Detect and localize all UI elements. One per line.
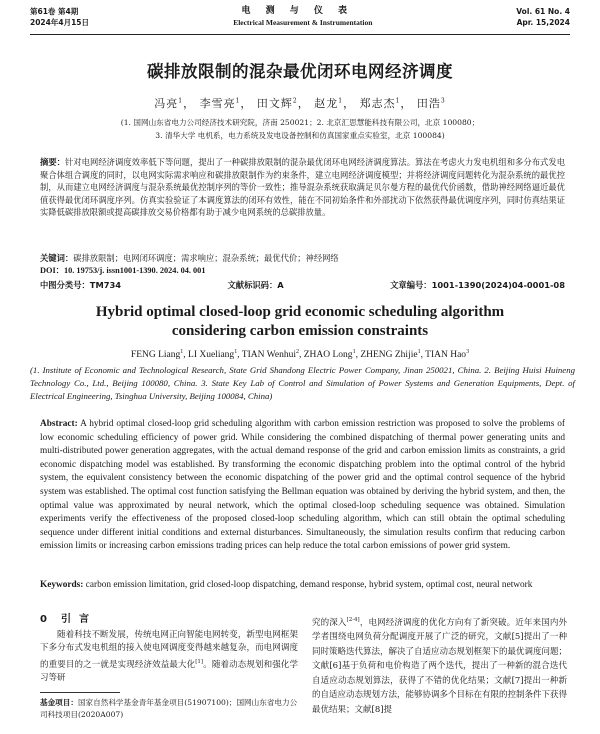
body-column-right: 究的深入[2-4]，电网经济调度的优化方向有了新突破。近年来国内外学者围绕电网负荷分配调度开展了广泛的研究，文献[5]提出了一种同时策略迭代算法，解决了自适应动态规划框架下的最优调度问题；文献[6]基于负荷和电价构造了两个迭代，提出了一种新的混合迭代自适应动态规划算法，获得了不错的优化结果；文献[7]提出一种新的自适应动态规划方法，能够协调多个目标在有限的控制条件下获得最优结果；文献[8]提 xyxy=(312,617,568,715)
authors-cn: 冯亮$^1$， 李雪亮$^1$， 田文辉$^2$， 赵龙$^1$， 郑志杰$^1$， 田浩$^3$ xyxy=(154,97,446,110)
abstract-cn xyxy=(40,156,565,219)
doi: DOI：10. 19753/j. issn1001-1390. 2024. 04. 001 xyxy=(40,266,206,275)
author-en: LI Xueliang xyxy=(188,350,235,361)
document-code: 文献标识码：A xyxy=(227,280,284,290)
classification-row xyxy=(40,279,565,291)
paper-title-en xyxy=(0,303,600,341)
authors-en: FENG Liang$^1$, LI Xueliang$^1$, TIAN Wenhui$^2$, ZHAO Long$^1$, ZHENG Zhijie$^1$, TIAN Hao$^3$ xyxy=(130,349,470,361)
keywords-cn xyxy=(40,252,565,264)
section-number: 0 xyxy=(40,614,47,625)
title-en-line: considering carbon emission constraints xyxy=(171,323,429,339)
keywords-en-text: carbon emission limitation, grid closed-loop dispatching, demand response, hybrid system, optimal cost, neural network xyxy=(83,580,533,590)
keywords-cn-label: 关键词： xyxy=(40,253,74,263)
author-en: FENG Liang xyxy=(130,350,181,361)
affiliation-line: 3. 清华大学 电机系，电力系统及发电设备控制和仿真国家重点实验室，北京 100084) xyxy=(155,131,445,140)
author-cn: 郑志杰 xyxy=(359,97,396,110)
author-en: TIAN Wenhui xyxy=(241,350,296,361)
author-cn: 李雪亮 xyxy=(199,97,236,110)
keywords-en xyxy=(40,579,565,593)
author-cn: 田文辉 xyxy=(256,97,293,110)
date-cn: 2024年4月15日 xyxy=(30,18,90,27)
funding-label: 基金项目： xyxy=(40,698,78,707)
section-heading xyxy=(40,613,298,626)
title-en-line: Hybrid optimal closed-loop grid economic scheduling algorithm xyxy=(95,304,505,320)
author-en: ZHAO Long xyxy=(303,350,353,361)
footnote-divider xyxy=(40,692,120,693)
funding-text: 国家自然科学基金青年基金项目(51907100)；国网山东省电力公司科技项目(2020A007) xyxy=(40,698,298,719)
journal-name-cn: 电 测 与 仪 表 xyxy=(241,6,354,16)
volume-issue-en: Vol. 61 No. 4 xyxy=(516,7,570,16)
author-cn: 赵龙 xyxy=(314,97,339,110)
funding-footnote xyxy=(40,697,298,721)
affiliations-cn xyxy=(30,116,570,142)
paper-title-cn: 碳排放限制的混杂最优闭环电网经济调度 xyxy=(147,62,453,81)
citation: [2-4] xyxy=(346,617,360,623)
author-cn: 田浩 xyxy=(416,97,441,110)
affiliation-line: (1. 国网山东省电力公司经济技术研究院，济南 250021；2. 北京汇思慧能科技有限公司，北京 100080； xyxy=(120,118,480,127)
date-en: Apr. 15,2024 xyxy=(516,18,570,27)
journal-name-en: Electrical Measurement & Instrumentation xyxy=(233,18,373,27)
affiliations-en: (1. Institute of Economic and Technological Research, State Grid Shandong Electric Power Company, Jinan 250021, China. 2. Beijing Huisi Huineng Technology Co., Ltd., Beijing 100080, China. 3. State Key Lab of Control and Simulation of Power Systems and Generation Equipments, Dept. of Electrical Engineering, Tsinghua University, Beijing 100084, China) xyxy=(30,365,575,401)
abstract-en xyxy=(40,418,565,554)
header-row-cn xyxy=(30,6,570,17)
citation: [1] xyxy=(195,658,204,665)
header-divider xyxy=(30,34,570,35)
abstract-en-label: Abstract: xyxy=(40,419,78,429)
class-number: 中图分类号：TM734 xyxy=(40,280,122,290)
article-number: 文章编号：1001-1390(2024)04-0001-08 xyxy=(390,280,565,290)
section-title: 引言 xyxy=(60,614,97,625)
author-en: TIAN Hao xyxy=(425,350,467,361)
keywords-cn-text: 碳排放限制；电网闭环调度；需求响应；混杂系统；最优代价；神经网络 xyxy=(73,253,339,263)
volume-issue-cn: 第61卷 第4期 xyxy=(30,7,79,16)
keywords-en-label: Keywords: xyxy=(40,580,84,590)
author-en: ZHENG Zhijie xyxy=(360,350,418,361)
author-cn: 冯亮 xyxy=(154,97,179,110)
abstract-cn-text: 针对电网经济调度效率低下等问题，提出了一种碳排放限制的混杂最优闭环电网经济调度算法。算法在考虑火力发电机组和多分布式发电聚合体组合调度的同时，以电网实际需求响应和碳排放限制作为约束条件，建立电网经济调度模型；并将经济调度问题转化为混杂系统的最优控制，从而建立电网经济调度与混杂系统最优控制序列的等价一致性；推导混杂系统获取满足贝尔曼方程的最优代价函数，借助神经网络逼近最优值获得最优闭环调度序列。仿真实验验证了本调度算法的闭环有效性，能在不同初始条件和外部扰动下依然获得最优调度序列，同时仿真结果证实降低碳排放限额或提高碳排放交易价格都有助于减少电网系统的总碳排放量。 xyxy=(40,157,565,217)
header-row-en xyxy=(30,17,570,28)
journal-header xyxy=(30,6,570,36)
abstract-cn-label: 摘要： xyxy=(40,157,66,167)
intro-paragraph: 随着科技不断发展，传统电网正向智能电网转变，新型电网框架下多分布式发电机组的接入使电网调度变得越来越复杂，而电网调度的重要目的之一就是实现经济效益最大化[1]。随着动态规划和强化学习等研 xyxy=(40,630,298,683)
body-column-left xyxy=(40,613,298,685)
abstract-en-text: A hybrid optimal closed-loop grid scheduling algorithm with carbon emission restriction was proposed to solve the problems of low economic scheduling efficiency of power grid. While considering the combined dispatching of thermal power generating units and multi-distributed power generation aggregates, with the actual demand response of the grid and carbon emission limits as constraints, a grid economic dispatching model was established. By transforming the economic dispatching problem into the optimal control of the hybrid system, the equivalent consistency between the economic dispatching of the power grid and the optimal control sequence of the hybrid system was established. The optimal cost function satisfying the Bellman equation was obtained by deriving the hybrid system, and then, the optimal value was approximated by neural network, which the optimal closed-loop scheduling sequence was obtained. Simulation experiments verify the effectiveness of the proposed closed-loop scheduling algorithm, which can still obtain the optimal scheduling sequence under different initial conditions and external disturbances. Simultaneously, the simulation results confirm that reducing carbon emission limits or increasing carbon emissions trading prices can help reduce the total carbon emissions of power grid system. xyxy=(40,419,565,552)
